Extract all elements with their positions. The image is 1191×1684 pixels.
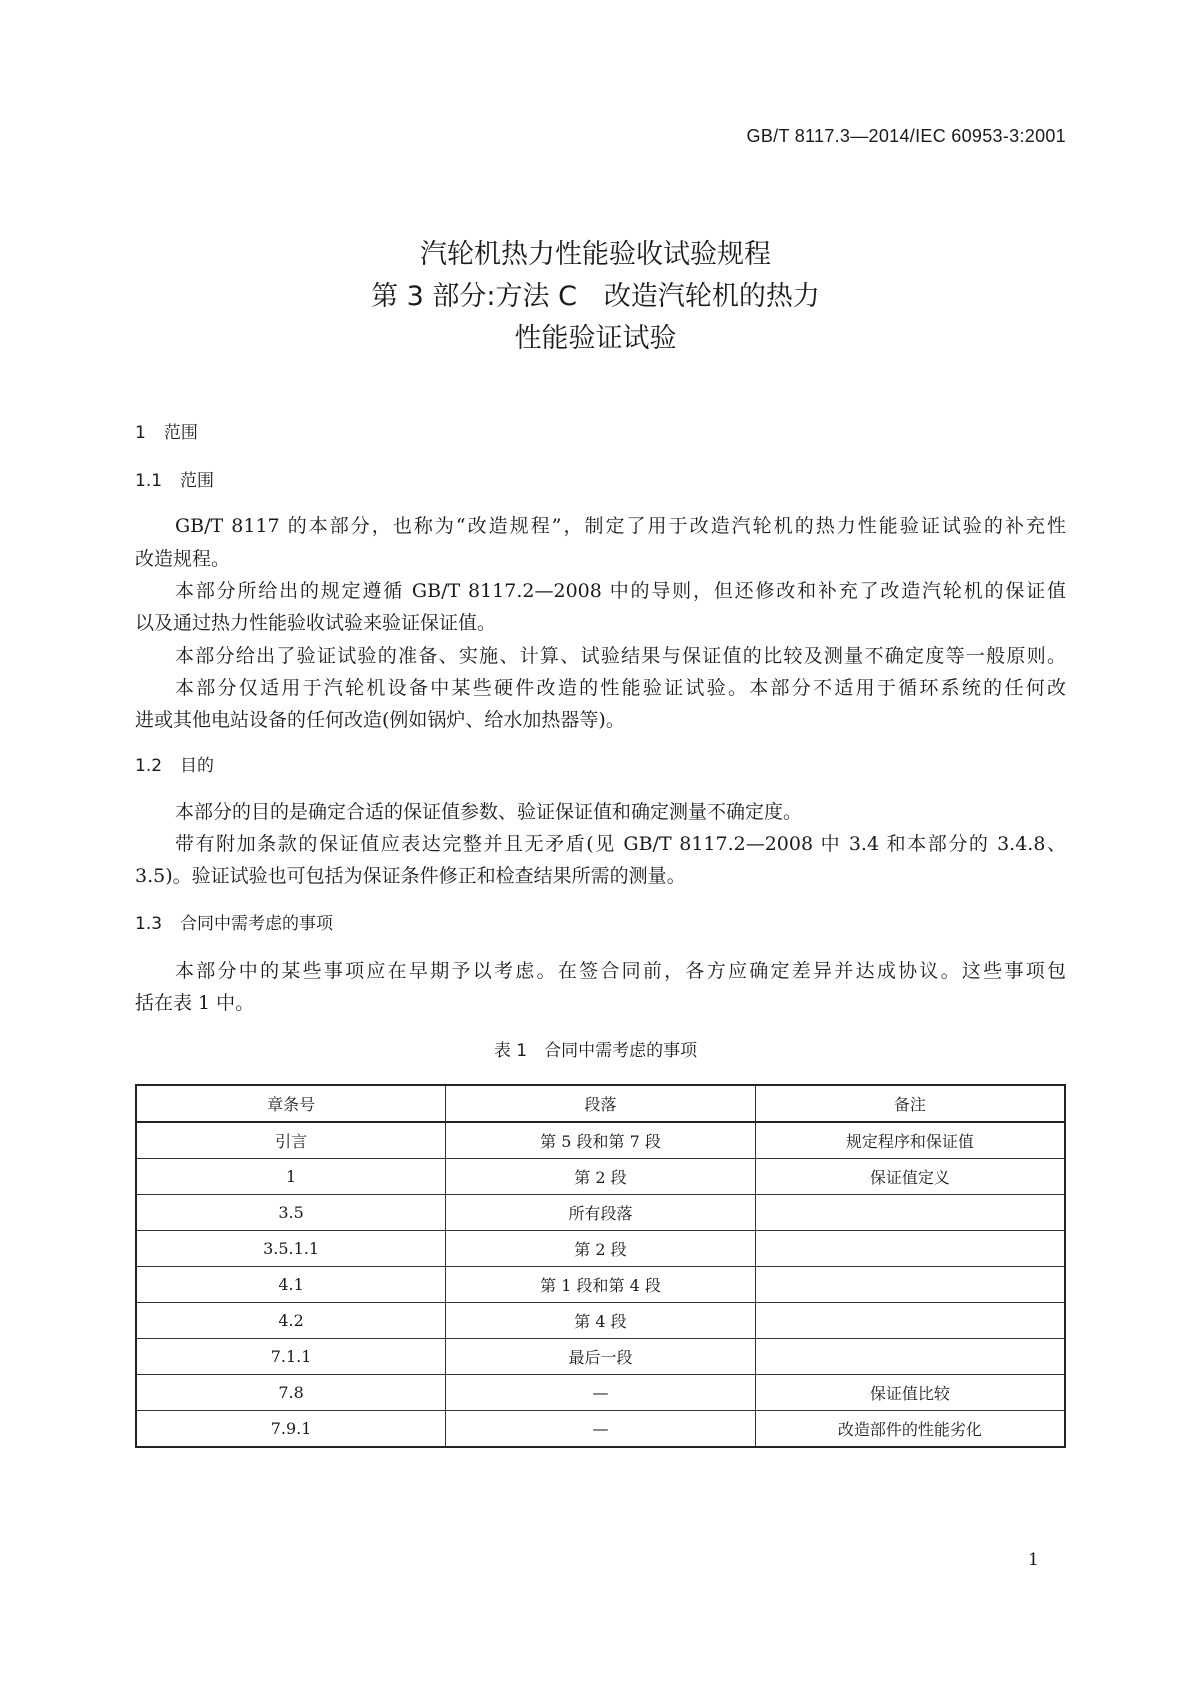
table-cell [755, 1267, 1065, 1303]
heading-1-1 [135, 466, 214, 491]
text-line: 本部分给出了验证试验的准备、实施、计算、试验结果与保证值的比较及测量不确定度等一般原则。 [175, 645, 1066, 667]
table-cell: 7.9.1 [136, 1411, 446, 1448]
table-cell: 改造部件的性能劣化 [755, 1411, 1065, 1448]
text-line: 带有附加条款的保证值应表达完整并且无矛盾(见 GB/T 8117.2—2008 中 3.4 和本部分的 3.4.8、 [175, 833, 1066, 855]
table-cell: 7.1.1 [136, 1339, 446, 1375]
standard-number-header: GB/T 8117.3—2014/IEC 60953-3:2001 [746, 126, 1066, 146]
column-header: 备注 [755, 1085, 1065, 1122]
page-number: 1 [1028, 1550, 1039, 1570]
heading-number: 1 [135, 423, 146, 443]
table-cell: — [446, 1375, 756, 1411]
table-cell: 所有段落 [446, 1195, 756, 1231]
title-line-1: 汽轮机热力性能验收试验规程 [420, 239, 771, 270]
table-row [136, 1267, 1065, 1303]
table-cell [755, 1303, 1065, 1339]
table-cell: 第 5 段和第 7 段 [446, 1122, 756, 1159]
heading-1 [135, 418, 198, 443]
heading-number: 1.2 [135, 756, 163, 776]
heading-text: 范围 [163, 423, 198, 443]
text-line: 括在表 1 中。 [135, 992, 255, 1014]
table-row [136, 1195, 1065, 1231]
table-cell: 规定程序和保证值 [755, 1122, 1065, 1159]
text-line: GB/T 8117 的本部分，也称为“改造规程”，制定了用于改造汽轮机的热力性能验证试验的补充性 [175, 515, 1066, 537]
heading-text: 范围 [180, 471, 215, 491]
table-row [136, 1303, 1065, 1339]
table-cell: 7.8 [136, 1375, 446, 1411]
table-cell: 第 4 段 [446, 1303, 756, 1339]
table-row [136, 1411, 1065, 1448]
text-line: 3.5)。验证试验也可包括为保证条件修正和检查结果所需的测量。 [135, 865, 686, 887]
text-line: 本部分中的某些事项应在早期予以考虑。在签合同前，各方应确定差异并达成协议。这些事项包 [175, 960, 1066, 982]
table-cell: 4.1 [136, 1267, 446, 1303]
table-cell: 3.5 [136, 1195, 446, 1231]
table-cell: 第 2 段 [446, 1159, 756, 1195]
text-line: 进或其他电站设备的任何改造(例如锅炉、给水加热器等)。 [135, 709, 625, 731]
contract-items-table [135, 1084, 1066, 1448]
table-cell: 4.2 [136, 1303, 446, 1339]
table-row [136, 1339, 1065, 1375]
text-line: 本部分仅适用于汽轮机设备中某些硬件改造的性能验证试验。本部分不适用于循环系统的任何改 [175, 677, 1066, 699]
table-cell: — [446, 1411, 756, 1448]
heading-1-2 [135, 751, 214, 776]
table-cell [755, 1339, 1065, 1375]
table-cell [755, 1195, 1065, 1231]
heading-number: 1.3 [135, 914, 163, 934]
table-caption: 表 1 合同中需考虑的事项 [493, 1041, 698, 1061]
column-header: 段落 [446, 1085, 756, 1122]
table-cell: 第 2 段 [446, 1231, 756, 1267]
text-line: 改造规程。 [135, 548, 231, 570]
heading-1-3 [135, 909, 333, 934]
table-cell: 3.5.1.1 [136, 1231, 446, 1267]
text-line: 本部分所给出的规定遵循 GB/T 8117.2—2008 中的导则，但还修改和补充了改造汽轮机的保证值 [175, 580, 1066, 602]
title-line-3: 性能验证试验 [514, 323, 677, 354]
table-row [136, 1159, 1065, 1195]
table-cell: 第 1 段和第 4 段 [446, 1267, 756, 1303]
table-cell: 1 [136, 1159, 446, 1195]
heading-number: 1.1 [135, 471, 163, 491]
table-cell: 保证值定义 [755, 1159, 1065, 1195]
table-header-row [136, 1085, 1065, 1122]
heading-text: 目的 [180, 756, 215, 776]
text-line: 以及通过热力性能验收试验来验证保证值。 [135, 612, 497, 634]
table-cell: 最后一段 [446, 1339, 756, 1375]
table-row [136, 1122, 1065, 1159]
title-line-2: 第 3 部分:方法 C 改造汽轮机的热力 [371, 281, 820, 312]
table-cell: 引言 [136, 1122, 446, 1159]
table-cell: 保证值比较 [755, 1375, 1065, 1411]
text-line: 本部分的目的是确定合适的保证值参数、验证保证值和确定测量不确定度。 [175, 801, 803, 823]
table-row [136, 1375, 1065, 1411]
table-cell [755, 1231, 1065, 1267]
table-row [136, 1231, 1065, 1267]
column-header: 章条号 [136, 1085, 446, 1122]
heading-text: 合同中需考虑的事项 [180, 914, 334, 934]
